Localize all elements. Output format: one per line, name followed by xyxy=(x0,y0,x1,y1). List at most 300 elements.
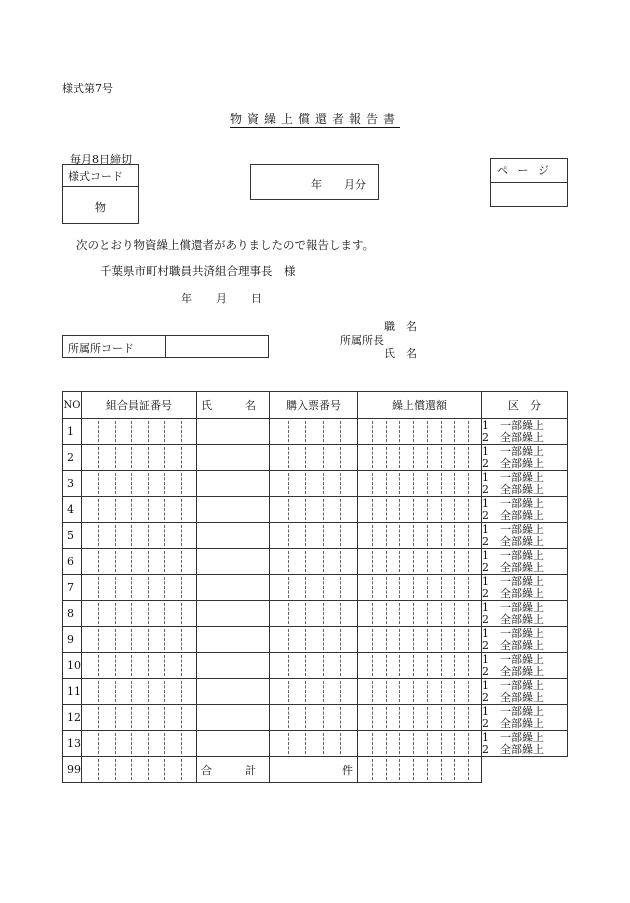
purchase-number-cell[interactable] xyxy=(270,731,358,757)
digit-divider xyxy=(413,629,414,650)
digit-divider xyxy=(115,447,116,468)
digit-divider xyxy=(148,733,149,754)
purchase-number-cell[interactable] xyxy=(270,523,358,549)
digit-divider xyxy=(340,447,341,468)
name-cell[interactable] xyxy=(197,679,270,705)
table-row xyxy=(63,497,568,523)
category-option-partial: 1 一部繰上 xyxy=(482,548,544,562)
member-number-cell[interactable] xyxy=(82,731,197,757)
digit-divider xyxy=(164,733,165,754)
form-code-box xyxy=(62,164,139,224)
member-number-cell[interactable] xyxy=(82,445,197,471)
digit-divider xyxy=(454,759,455,780)
table-row xyxy=(63,471,568,497)
digit-divider xyxy=(386,577,387,598)
category-option-full: 2 全部繰上 xyxy=(482,690,544,704)
digit-divider xyxy=(372,707,373,728)
digit-divider xyxy=(468,655,469,676)
name-cell[interactable] xyxy=(197,523,270,549)
digit-divider xyxy=(413,681,414,702)
category-option-partial: 1 一部繰上 xyxy=(482,470,544,484)
digit-divider xyxy=(372,629,373,650)
digit-divider xyxy=(148,655,149,676)
digit-divider xyxy=(323,473,324,494)
purchase-number-cell[interactable] xyxy=(270,497,358,523)
digit-divider xyxy=(131,421,132,442)
digit-divider xyxy=(115,681,116,702)
head-name-label: 氏 名 xyxy=(384,347,417,360)
table-row xyxy=(63,575,568,601)
purchase-number-cell[interactable] xyxy=(270,419,358,445)
name-cell[interactable] xyxy=(197,445,270,471)
digit-divider xyxy=(413,447,414,468)
row-number: 1 xyxy=(63,419,82,445)
digit-divider xyxy=(164,473,165,494)
member-number-cell[interactable] xyxy=(82,497,197,523)
row-number: 5 xyxy=(63,523,82,549)
purchase-number-cell[interactable] xyxy=(270,627,358,653)
digit-divider xyxy=(427,473,428,494)
digit-divider xyxy=(323,655,324,676)
digit-divider xyxy=(427,421,428,442)
digit-divider xyxy=(386,551,387,572)
digit-divider xyxy=(288,655,289,676)
digit-divider xyxy=(288,629,289,650)
digit-divider xyxy=(305,707,306,728)
digit-divider xyxy=(427,681,428,702)
digit-divider xyxy=(323,733,324,754)
digit-divider xyxy=(131,759,132,780)
page-label: ペ ー ジ xyxy=(491,159,567,183)
period-box[interactable] xyxy=(250,164,379,200)
repayment-amount-cell[interactable] xyxy=(358,679,482,705)
digit-divider xyxy=(413,421,414,442)
name-cell[interactable] xyxy=(197,653,270,679)
table-row xyxy=(63,653,568,679)
digit-divider xyxy=(305,525,306,546)
digit-divider xyxy=(131,733,132,754)
office-code-input[interactable] xyxy=(167,336,268,357)
digit-divider xyxy=(340,707,341,728)
purchase-number-cell[interactable] xyxy=(270,549,358,575)
digit-divider xyxy=(98,577,99,598)
category-cell[interactable] xyxy=(482,471,568,497)
digit-divider xyxy=(386,499,387,520)
digit-divider xyxy=(305,681,306,702)
digit-divider xyxy=(340,655,341,676)
digit-divider xyxy=(98,473,99,494)
row-number: 9 xyxy=(63,627,82,653)
digit-divider xyxy=(441,681,442,702)
digit-divider xyxy=(386,759,387,780)
category-cell[interactable] xyxy=(482,497,568,523)
digit-divider xyxy=(413,603,414,624)
digit-divider xyxy=(399,681,400,702)
table-row xyxy=(63,419,568,445)
digit-divider xyxy=(441,447,442,468)
digit-divider xyxy=(340,525,341,546)
digit-divider xyxy=(131,551,132,572)
category-option-full: 2 全部繰上 xyxy=(482,430,544,444)
repayment-amount-cell[interactable] xyxy=(358,497,482,523)
category-cell[interactable] xyxy=(482,445,568,471)
digit-divider xyxy=(454,655,455,676)
digit-divider xyxy=(386,655,387,676)
digit-divider xyxy=(413,525,414,546)
digit-divider xyxy=(164,681,165,702)
digit-divider xyxy=(98,759,99,780)
digit-divider xyxy=(399,655,400,676)
category-option-full: 2 全部繰上 xyxy=(482,716,544,730)
row-number: 10 xyxy=(63,653,82,679)
digit-divider xyxy=(399,525,400,546)
digit-divider xyxy=(115,655,116,676)
member-number-cell[interactable] xyxy=(82,601,197,627)
digit-divider xyxy=(323,421,324,442)
purchase-number-cell[interactable] xyxy=(270,445,358,471)
digit-divider xyxy=(340,629,341,650)
digit-divider xyxy=(399,603,400,624)
digit-divider xyxy=(148,499,149,520)
category-cell[interactable] xyxy=(482,705,568,731)
digit-divider xyxy=(441,759,442,780)
digit-divider xyxy=(115,733,116,754)
digit-divider xyxy=(148,447,149,468)
category-option-full: 2 全部繰上 xyxy=(482,742,544,756)
member-number-cell[interactable] xyxy=(82,419,197,445)
digit-divider xyxy=(115,525,116,546)
digit-divider xyxy=(399,421,400,442)
digit-divider xyxy=(148,707,149,728)
digit-divider xyxy=(305,603,306,624)
category-option-full: 2 全部繰上 xyxy=(482,664,544,678)
category-option-full: 2 全部繰上 xyxy=(482,638,544,652)
digit-divider xyxy=(399,551,400,572)
name-cell[interactable] xyxy=(197,497,270,523)
header-category: 区 分 xyxy=(482,392,568,419)
digit-divider xyxy=(181,603,182,624)
member-number-cell[interactable] xyxy=(82,549,197,575)
table-header-row xyxy=(63,392,568,419)
table-row xyxy=(63,601,568,627)
digit-divider xyxy=(323,447,324,468)
digit-divider xyxy=(454,473,455,494)
name-cell[interactable] xyxy=(197,731,270,757)
category-option-partial: 1 一部繰上 xyxy=(482,418,544,432)
header-member-number: 組合員証番号 xyxy=(82,392,197,419)
date-day: 日 xyxy=(251,292,262,305)
repayment-amount-cell[interactable] xyxy=(358,419,482,445)
digit-divider xyxy=(413,473,414,494)
digit-divider xyxy=(131,473,132,494)
row-number: 7 xyxy=(63,575,82,601)
digit-divider xyxy=(413,499,414,520)
digit-divider xyxy=(413,733,414,754)
digit-divider xyxy=(305,421,306,442)
digit-divider xyxy=(115,707,116,728)
row-number: 12 xyxy=(63,705,82,731)
digit-divider xyxy=(454,629,455,650)
digit-divider xyxy=(131,525,132,546)
digit-divider xyxy=(340,733,341,754)
digit-divider xyxy=(98,551,99,572)
digit-divider xyxy=(441,577,442,598)
digit-divider xyxy=(131,577,132,598)
total-amount-cell[interactable] xyxy=(358,757,482,783)
digit-divider xyxy=(454,421,455,442)
digit-divider xyxy=(372,551,373,572)
digit-divider xyxy=(164,577,165,598)
purchase-number-cell[interactable] xyxy=(270,653,358,679)
total-label: 合 計 xyxy=(197,757,270,783)
digit-divider xyxy=(181,655,182,676)
purchase-number-cell[interactable] xyxy=(270,601,358,627)
category-cell[interactable] xyxy=(482,575,568,601)
digit-divider xyxy=(399,499,400,520)
digit-divider xyxy=(131,499,132,520)
member-number-cell[interactable] xyxy=(82,653,197,679)
digit-divider xyxy=(323,603,324,624)
table-row xyxy=(63,731,568,757)
total-member-number-cell[interactable] xyxy=(82,757,197,783)
digit-divider xyxy=(340,603,341,624)
name-cell[interactable] xyxy=(197,549,270,575)
category-cell[interactable] xyxy=(482,523,568,549)
category-option-full: 2 全部繰上 xyxy=(482,612,544,626)
digit-divider xyxy=(441,603,442,624)
digit-divider xyxy=(454,447,455,468)
digit-divider xyxy=(399,629,400,650)
digit-divider xyxy=(98,733,99,754)
category-option-partial: 1 一部繰上 xyxy=(482,496,544,510)
digit-divider xyxy=(181,707,182,728)
digit-divider xyxy=(399,473,400,494)
repayment-amount-cell[interactable] xyxy=(358,471,482,497)
purchase-number-cell[interactable] xyxy=(270,471,358,497)
purchase-number-cell[interactable] xyxy=(270,679,358,705)
digit-divider xyxy=(454,525,455,546)
digit-divider xyxy=(131,681,132,702)
row-number: 8 xyxy=(63,601,82,627)
digit-divider xyxy=(468,629,469,650)
repayment-amount-cell[interactable] xyxy=(358,523,482,549)
total-count-unit[interactable]: 件 xyxy=(270,757,358,783)
repayment-amount-cell[interactable] xyxy=(358,601,482,627)
digit-divider xyxy=(148,629,149,650)
category-option-full: 2 全部繰上 xyxy=(482,508,544,522)
purchase-number-cell[interactable] xyxy=(270,705,358,731)
repayment-amount-cell[interactable] xyxy=(358,731,482,757)
digit-divider xyxy=(340,499,341,520)
digit-divider xyxy=(288,733,289,754)
digit-divider xyxy=(468,551,469,572)
name-cell[interactable] xyxy=(197,601,270,627)
digit-divider xyxy=(181,577,182,598)
digit-divider xyxy=(413,707,414,728)
head-post-label: 職 名 xyxy=(384,320,417,333)
digit-divider xyxy=(372,759,373,780)
member-number-cell[interactable] xyxy=(82,575,197,601)
category-cell[interactable] xyxy=(482,679,568,705)
header-no: NO xyxy=(63,392,82,419)
digit-divider xyxy=(115,759,116,780)
digit-divider xyxy=(164,655,165,676)
digit-divider xyxy=(115,551,116,572)
table-row xyxy=(63,627,568,653)
name-cell[interactable] xyxy=(197,705,270,731)
digit-divider xyxy=(427,629,428,650)
digit-divider xyxy=(454,707,455,728)
digit-divider xyxy=(427,525,428,546)
digit-divider xyxy=(288,551,289,572)
category-cell[interactable] xyxy=(482,549,568,575)
digit-divider xyxy=(181,421,182,442)
digit-divider xyxy=(399,707,400,728)
period-year-label: 年 xyxy=(311,178,322,191)
repayment-amount-cell[interactable] xyxy=(358,653,482,679)
digit-divider xyxy=(441,499,442,520)
digit-divider xyxy=(131,603,132,624)
header-repayment-amount: 繰上償還額 xyxy=(358,392,482,419)
name-cell[interactable] xyxy=(197,575,270,601)
name-cell[interactable] xyxy=(197,471,270,497)
digit-divider xyxy=(323,499,324,520)
digit-divider xyxy=(454,499,455,520)
digit-divider xyxy=(372,499,373,520)
digit-divider xyxy=(427,655,428,676)
digit-divider xyxy=(323,525,324,546)
digit-divider xyxy=(372,655,373,676)
digit-divider xyxy=(98,525,99,546)
category-option-full: 2 全部繰上 xyxy=(482,534,544,548)
digit-divider xyxy=(288,473,289,494)
member-number-cell[interactable] xyxy=(82,705,197,731)
category-cell[interactable] xyxy=(482,653,568,679)
office-code-label: 所属所コード xyxy=(63,336,166,357)
category-option-full: 2 全部繰上 xyxy=(482,456,544,470)
digit-divider xyxy=(386,707,387,728)
digit-divider xyxy=(468,447,469,468)
category-cell[interactable] xyxy=(482,419,568,445)
repayment-amount-cell[interactable] xyxy=(358,549,482,575)
digit-divider xyxy=(305,447,306,468)
repayment-amount-cell[interactable] xyxy=(358,627,482,653)
category-option-partial: 1 一部繰上 xyxy=(482,574,544,588)
digit-divider xyxy=(340,551,341,572)
digit-divider xyxy=(323,551,324,572)
deadline-note: 毎月8日締切 xyxy=(70,153,132,166)
category-cell[interactable] xyxy=(482,731,568,757)
digit-divider xyxy=(399,733,400,754)
digit-divider xyxy=(164,525,165,546)
digit-divider xyxy=(386,629,387,650)
category-option-partial: 1 一部繰上 xyxy=(482,652,544,666)
form-title: 物資繰上償還者報告書 xyxy=(229,112,400,126)
digit-divider xyxy=(131,447,132,468)
digit-divider xyxy=(288,447,289,468)
digit-divider xyxy=(323,629,324,650)
member-number-cell[interactable] xyxy=(82,471,197,497)
digit-divider xyxy=(98,681,99,702)
digit-divider xyxy=(98,499,99,520)
page-box[interactable] xyxy=(490,158,568,207)
digit-divider xyxy=(148,473,149,494)
digit-divider xyxy=(181,499,182,520)
digit-divider xyxy=(148,759,149,780)
digit-divider xyxy=(181,525,182,546)
digit-divider xyxy=(288,499,289,520)
purchase-number-cell[interactable] xyxy=(270,575,358,601)
category-cell[interactable] xyxy=(482,627,568,653)
digit-divider xyxy=(288,525,289,546)
digit-divider xyxy=(98,707,99,728)
office-code-box xyxy=(62,335,269,358)
member-number-cell[interactable] xyxy=(82,679,197,705)
category-option-partial: 1 一部繰上 xyxy=(482,704,544,718)
digit-divider xyxy=(181,759,182,780)
digit-divider xyxy=(305,551,306,572)
digit-divider xyxy=(148,603,149,624)
date-month: 月 xyxy=(216,292,227,305)
digit-divider xyxy=(468,759,469,780)
digit-divider xyxy=(164,629,165,650)
digit-divider xyxy=(372,473,373,494)
digit-divider xyxy=(305,577,306,598)
total-row-number: 99 xyxy=(63,757,82,783)
digit-divider xyxy=(164,447,165,468)
date-year: 年 xyxy=(181,292,192,305)
category-option-partial: 1 一部繰上 xyxy=(482,444,544,458)
header-purchase-number: 購入票番号 xyxy=(270,392,358,419)
category-option-full: 2 全部繰上 xyxy=(482,560,544,574)
repayment-amount-cell[interactable] xyxy=(358,575,482,601)
digit-divider xyxy=(98,603,99,624)
digit-divider xyxy=(288,577,289,598)
table-row xyxy=(63,705,568,731)
name-cell[interactable] xyxy=(197,627,270,653)
form-code-value: 物 xyxy=(95,201,106,214)
digit-divider xyxy=(454,733,455,754)
digit-divider xyxy=(340,681,341,702)
digit-divider xyxy=(181,629,182,650)
repayment-amount-cell[interactable] xyxy=(358,705,482,731)
repayment-amount-cell[interactable] xyxy=(358,445,482,471)
digit-divider xyxy=(386,733,387,754)
category-cell[interactable] xyxy=(482,601,568,627)
name-cell[interactable] xyxy=(197,419,270,445)
member-number-cell[interactable] xyxy=(82,627,197,653)
digit-divider xyxy=(115,499,116,520)
table-row xyxy=(63,445,568,471)
digit-divider xyxy=(131,655,132,676)
category-option-partial: 1 一部繰上 xyxy=(482,522,544,536)
digit-divider xyxy=(305,473,306,494)
digit-divider xyxy=(427,577,428,598)
digit-divider xyxy=(399,759,400,780)
digit-divider xyxy=(323,681,324,702)
row-number: 4 xyxy=(63,497,82,523)
digit-divider xyxy=(413,759,414,780)
digit-divider xyxy=(323,577,324,598)
member-number-cell[interactable] xyxy=(82,523,197,549)
digit-divider xyxy=(164,499,165,520)
digit-divider xyxy=(468,577,469,598)
digit-divider xyxy=(98,447,99,468)
category-option-partial: 1 一部繰上 xyxy=(482,678,544,692)
header-name: 氏 名 xyxy=(197,392,270,419)
digit-divider xyxy=(323,707,324,728)
digit-divider xyxy=(115,473,116,494)
